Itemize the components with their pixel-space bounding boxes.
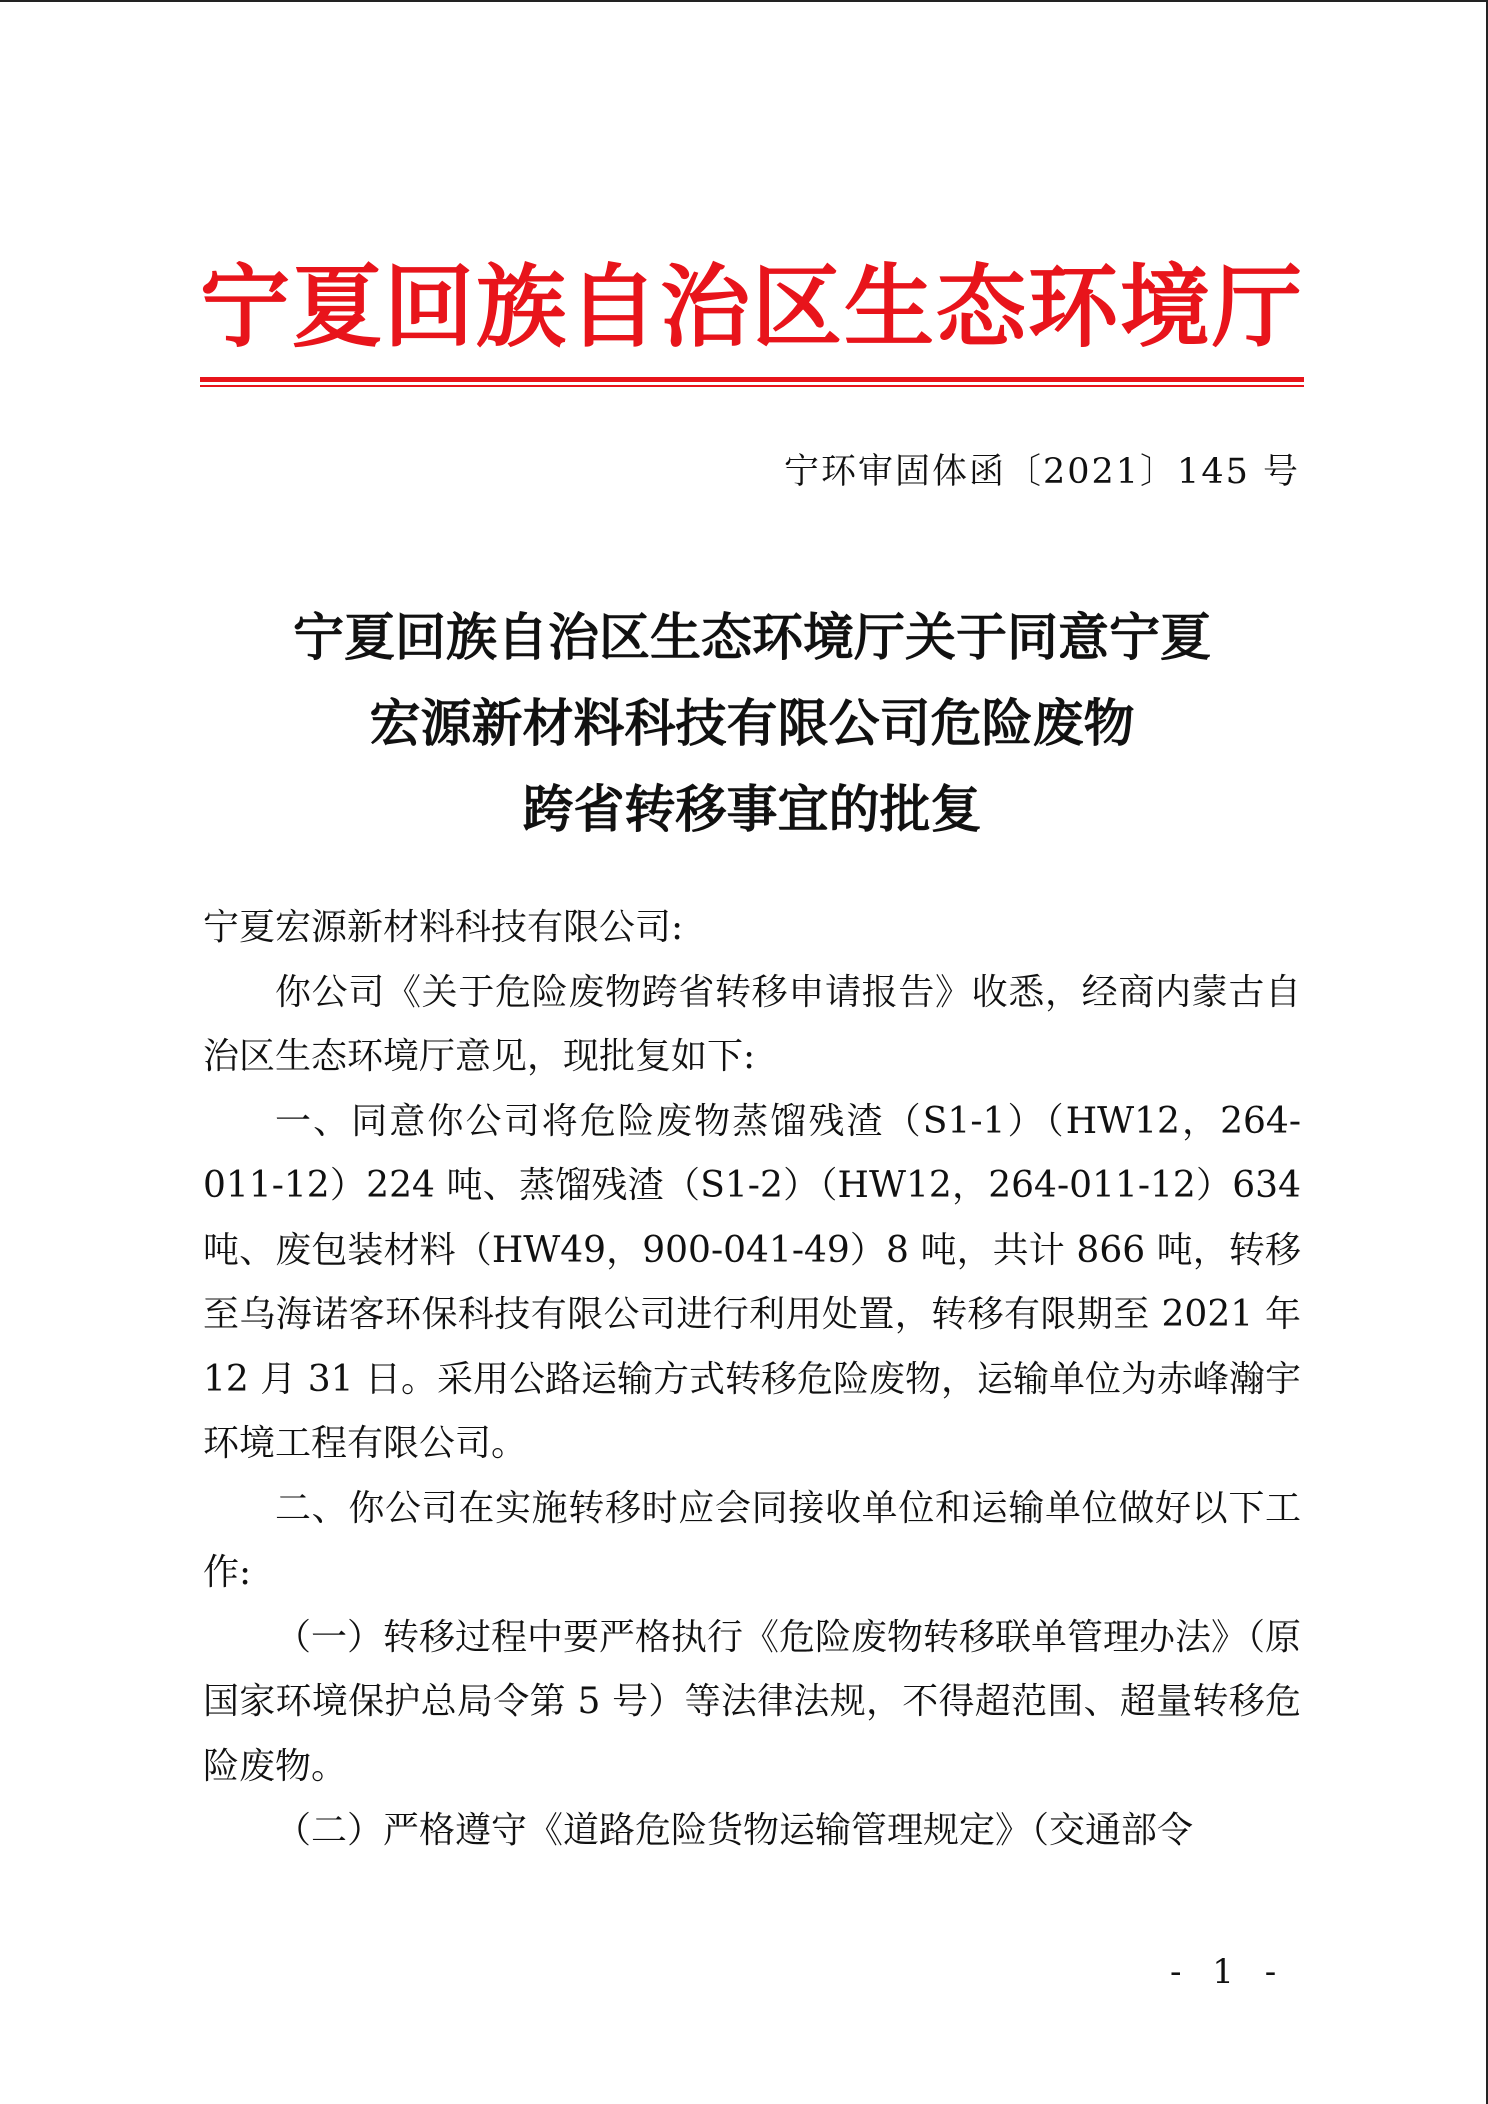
body-paragraph: （一）转移过程中要严格执行《危险废物转移联单管理办法》（原国家环境保护总局令第 5 号）等法律法规，不得超范围、超量转移危险废物。 xyxy=(203,1616,1302,1787)
body-paragraph: 一、同意你公司将危险废物蒸馏残渣（S1-1）（HW12，264-011-12）224 吨、蒸馏残渣（S1-2）（HW12，264-011-12）634 吨、废包装材料（HW49，900-041-49）8 吨，共计 866 吨，转移至乌海诺客环保科技有限公司进行利用处置，转移有限期至 2021 年 12 月 31 日。采用公路运输方式转移危险废物，运输单位为赤峰瀚宇环境工程有限公司。 xyxy=(203,1100,1301,1464)
title-line: 跨省转移事宜的批复 xyxy=(522,781,982,840)
document-body xyxy=(203,896,1301,1864)
page-edge-top xyxy=(0,0,1488,2)
body-paragraph: （二）严格遵守《道路危险货物运输管理规定》（交通部令 xyxy=(275,1810,1194,1851)
body-paragraph: 二、你公司在实施转移时应会同接收单位和运输单位做好以下工作: xyxy=(203,1487,1301,1593)
masthead-title: 宁夏回族自治区生态环境厅 xyxy=(200,254,1304,360)
title-line: 宏源新材料科技有限公司危险废物 xyxy=(369,695,1135,754)
red-separator-thin xyxy=(200,385,1304,387)
document-number: 宁环审固体函〔2021〕145 号 xyxy=(783,452,1300,492)
page-number: - 1 - xyxy=(1170,1952,1287,1992)
document-title xyxy=(200,596,1304,854)
title-line: 宁夏回族自治区生态环境厅关于同意宁夏 xyxy=(292,609,1211,668)
body-paragraph: 你公司《关于危险废物跨省转移申请报告》收悉，经商内蒙古自治区生态环境厅意见，现批复如下: xyxy=(203,971,1301,1077)
salutation: 宁夏宏源新材料科技有限公司: xyxy=(203,907,684,948)
red-separator-thick xyxy=(200,377,1304,382)
